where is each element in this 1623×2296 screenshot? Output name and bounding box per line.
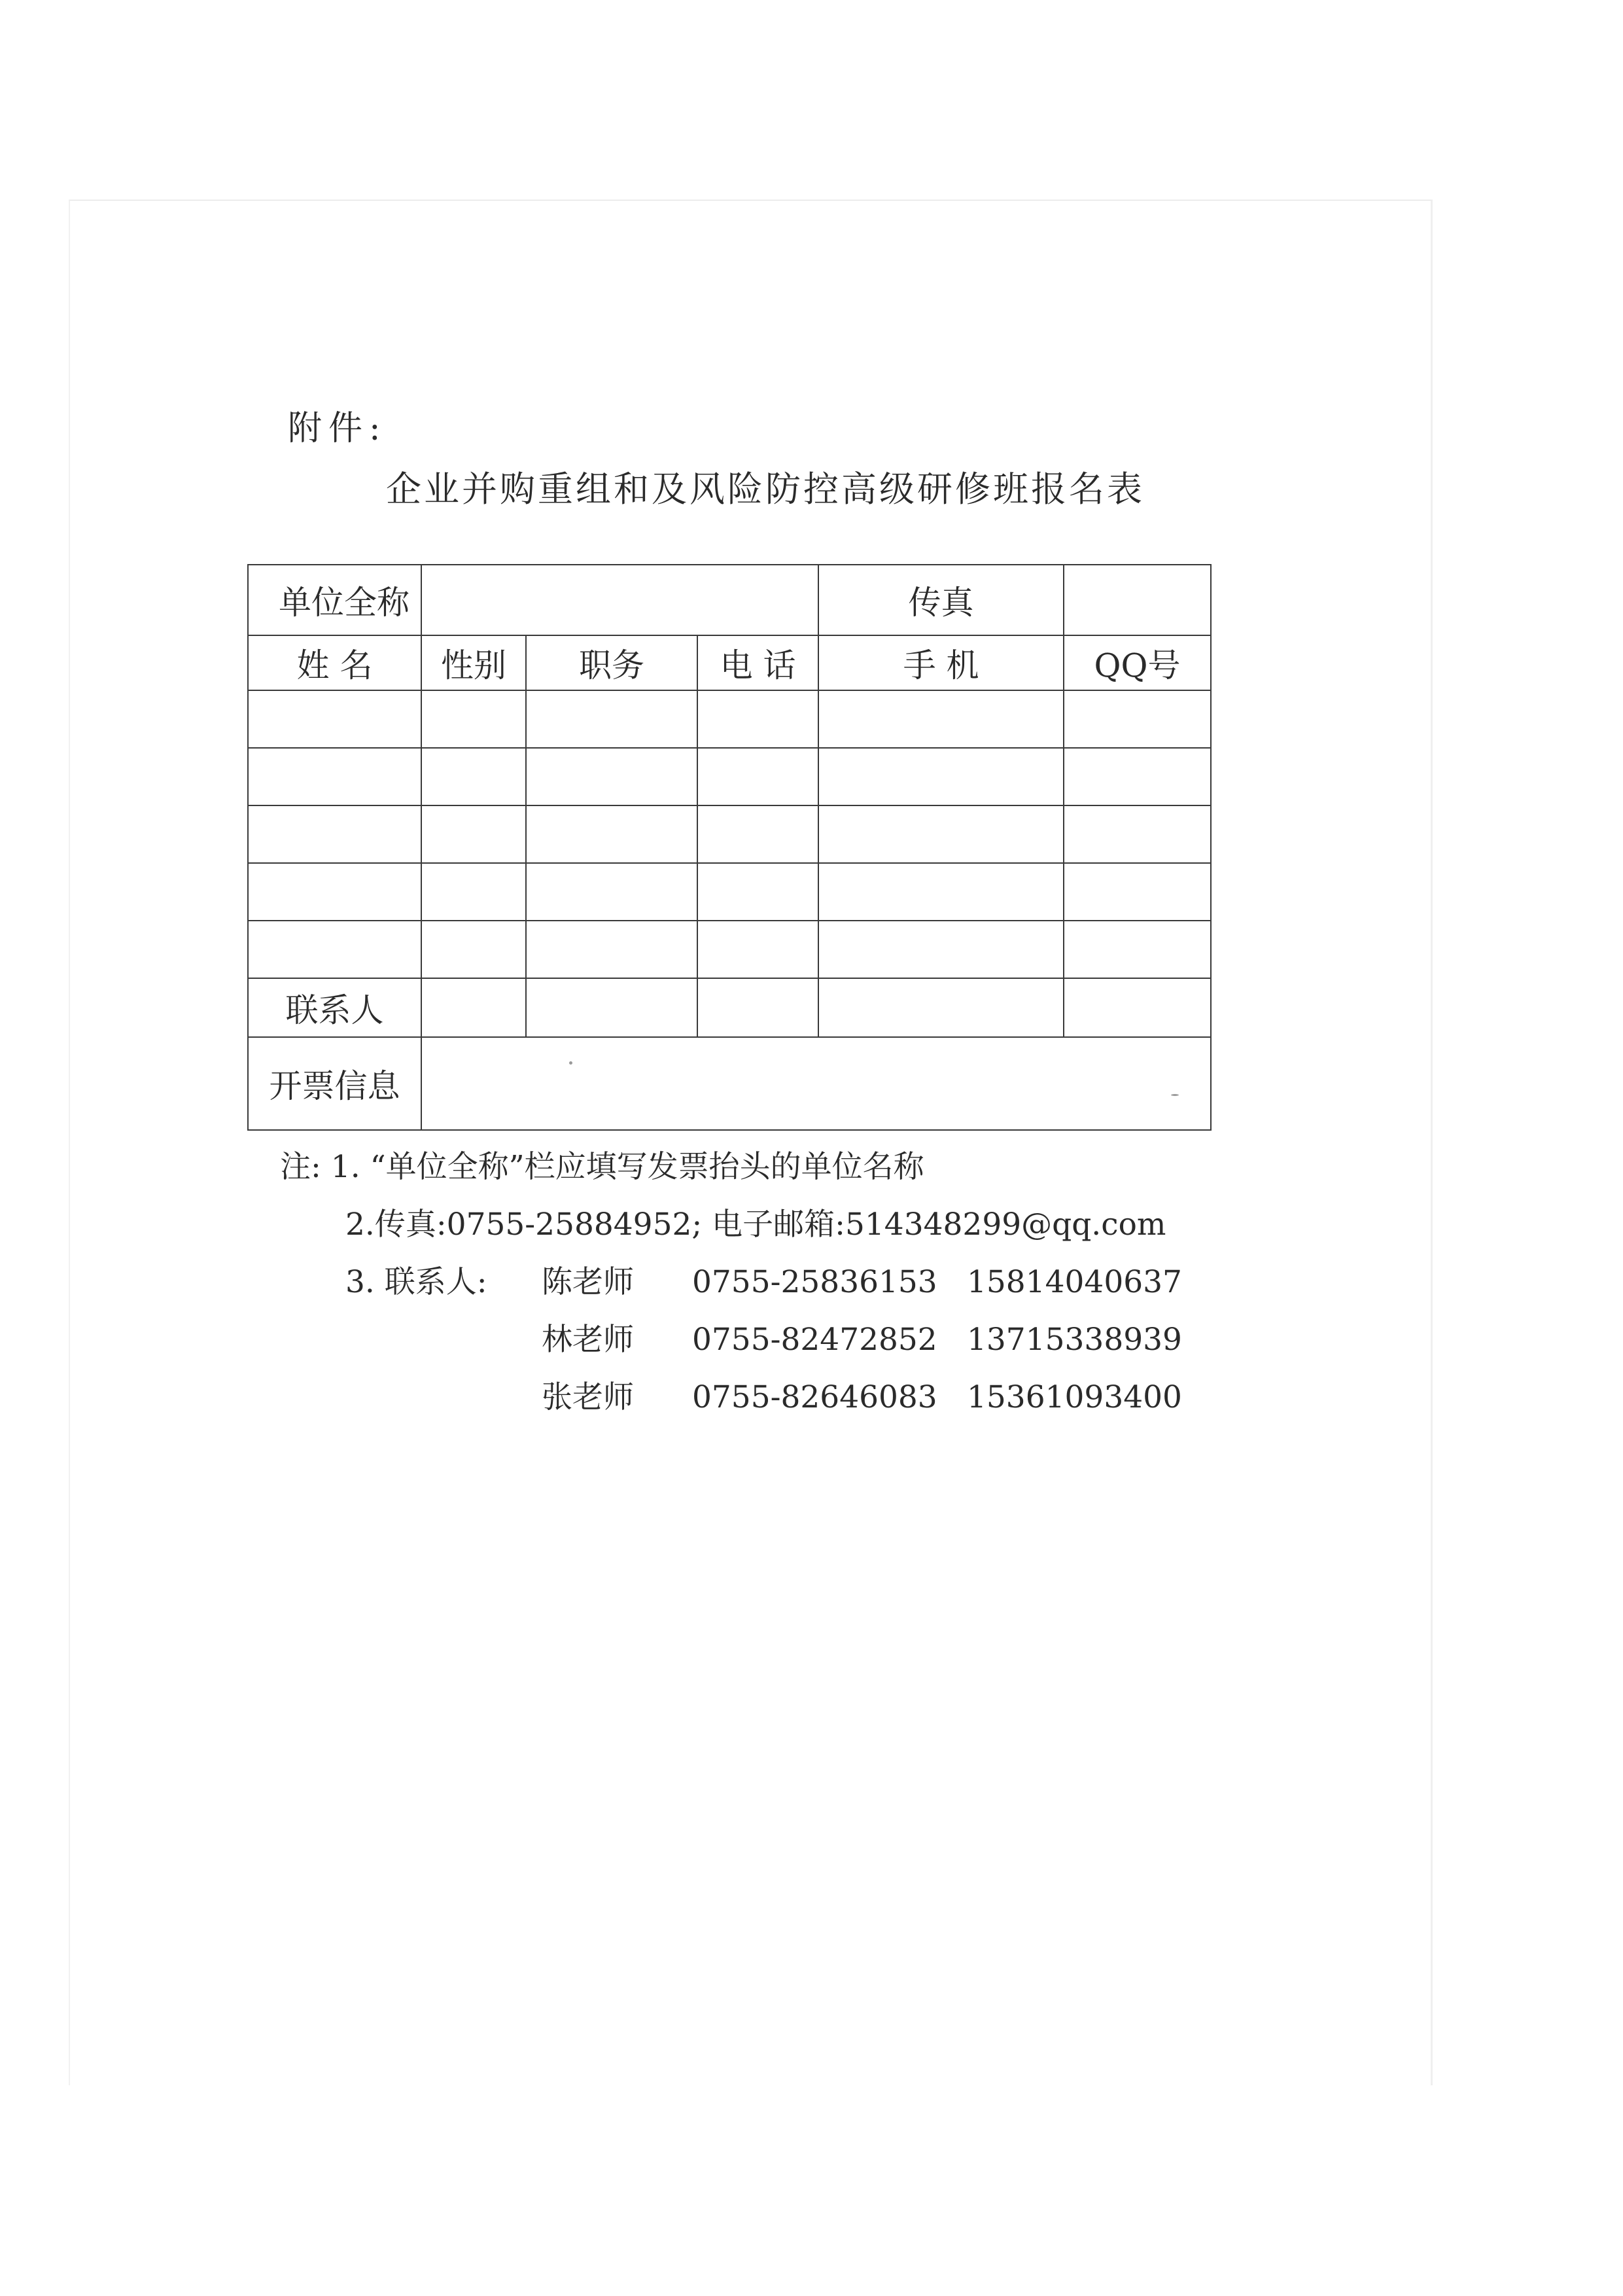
col-name: 姓 名 xyxy=(248,635,421,690)
org-input[interactable] xyxy=(421,565,818,635)
contact-phone: 0755-82472852 xyxy=(692,1322,937,1358)
cell-input[interactable] xyxy=(421,690,526,748)
cell-input[interactable] xyxy=(818,921,1064,978)
table-row xyxy=(248,863,1211,921)
fax-label: 传真 xyxy=(818,565,1064,635)
col-gender: 性别 xyxy=(421,635,526,690)
cell-input[interactable] xyxy=(248,748,421,805)
cell-input[interactable] xyxy=(697,978,818,1037)
cell-input[interactable] xyxy=(526,805,697,863)
org-row xyxy=(248,565,1211,635)
contact-name: 陈老师 xyxy=(542,1264,634,1300)
contact-phone: 0755-25836153 xyxy=(692,1264,937,1300)
cell-input[interactable] xyxy=(421,863,526,921)
cell-input[interactable] xyxy=(526,690,697,748)
contact-entry xyxy=(280,1254,1182,1311)
cell-input[interactable] xyxy=(697,921,818,978)
cell-input[interactable] xyxy=(248,690,421,748)
notes-section xyxy=(280,1139,1182,1426)
scan-speck xyxy=(1171,1094,1179,1096)
cell-input[interactable] xyxy=(421,978,526,1037)
scan-speck xyxy=(569,1061,572,1065)
contact-mobile: 15361093400 xyxy=(967,1379,1182,1415)
invoice-input[interactable] xyxy=(421,1037,1211,1130)
table-row xyxy=(248,805,1211,863)
note-1-text: 1. “单位全称”栏应填写发票抬头的单位名称 xyxy=(330,1149,924,1185)
cell-input[interactable] xyxy=(1064,921,1211,978)
cell-input[interactable] xyxy=(526,978,697,1037)
cell-input[interactable] xyxy=(697,748,818,805)
invoice-row xyxy=(248,1037,1211,1130)
table-row xyxy=(248,690,1211,748)
contact-mobile: 15814040637 xyxy=(967,1264,1182,1300)
contact-entry xyxy=(280,1369,1182,1426)
fax-input[interactable] xyxy=(1064,565,1211,635)
cell-input[interactable] xyxy=(526,863,697,921)
cell-input[interactable] xyxy=(421,921,526,978)
note-1 xyxy=(280,1139,1176,1196)
cell-input[interactable] xyxy=(818,690,1064,748)
col-title: 职务 xyxy=(526,635,697,690)
col-mobile: 手 机 xyxy=(818,635,1064,690)
cell-input[interactable] xyxy=(818,863,1064,921)
note-3-prefix: 3. 联系人: xyxy=(345,1264,487,1300)
form-title: 企业并购重组和及风险防控高级研修班报名表 xyxy=(386,468,1145,510)
contact-phone: 0755-82646083 xyxy=(692,1379,937,1415)
cell-input[interactable] xyxy=(1064,690,1211,748)
cell-input[interactable] xyxy=(1064,863,1211,921)
cell-input[interactable] xyxy=(697,690,818,748)
cell-input[interactable] xyxy=(248,863,421,921)
contact-label: 联系人 xyxy=(248,978,421,1037)
contact-row xyxy=(248,978,1211,1037)
cell-input[interactable] xyxy=(697,863,818,921)
cell-input[interactable] xyxy=(1064,748,1211,805)
contact-name: 张老师 xyxy=(542,1379,634,1415)
table-row xyxy=(248,921,1211,978)
note-2: 2.传真:0755-25884952; 电子邮箱:514348299@qq.com xyxy=(345,1207,1166,1243)
cell-input[interactable] xyxy=(1064,805,1211,863)
org-label: 单位全称 xyxy=(248,565,421,635)
column-header-row xyxy=(248,635,1211,690)
cell-input[interactable] xyxy=(526,748,697,805)
cell-input[interactable] xyxy=(421,805,526,863)
cell-input[interactable] xyxy=(818,805,1064,863)
cell-input[interactable] xyxy=(248,921,421,978)
invoice-label: 开票信息 xyxy=(248,1037,421,1130)
contact-name: 林老师 xyxy=(542,1322,634,1358)
col-phone: 电 话 xyxy=(697,635,818,690)
cell-input[interactable] xyxy=(1064,978,1211,1037)
cell-input[interactable] xyxy=(697,805,818,863)
contact-mobile: 13715338939 xyxy=(967,1322,1182,1358)
contact-entry xyxy=(280,1311,1182,1369)
col-qq: QQ号 xyxy=(1064,635,1211,690)
notes-prefix: 注: xyxy=(280,1149,321,1185)
cell-input[interactable] xyxy=(818,978,1064,1037)
cell-input[interactable] xyxy=(421,748,526,805)
table-row xyxy=(248,748,1211,805)
attachment-label: 附件: xyxy=(288,409,387,448)
registration-table xyxy=(247,564,1212,1131)
cell-input[interactable] xyxy=(526,921,697,978)
cell-input[interactable] xyxy=(248,805,421,863)
cell-input[interactable] xyxy=(818,748,1064,805)
